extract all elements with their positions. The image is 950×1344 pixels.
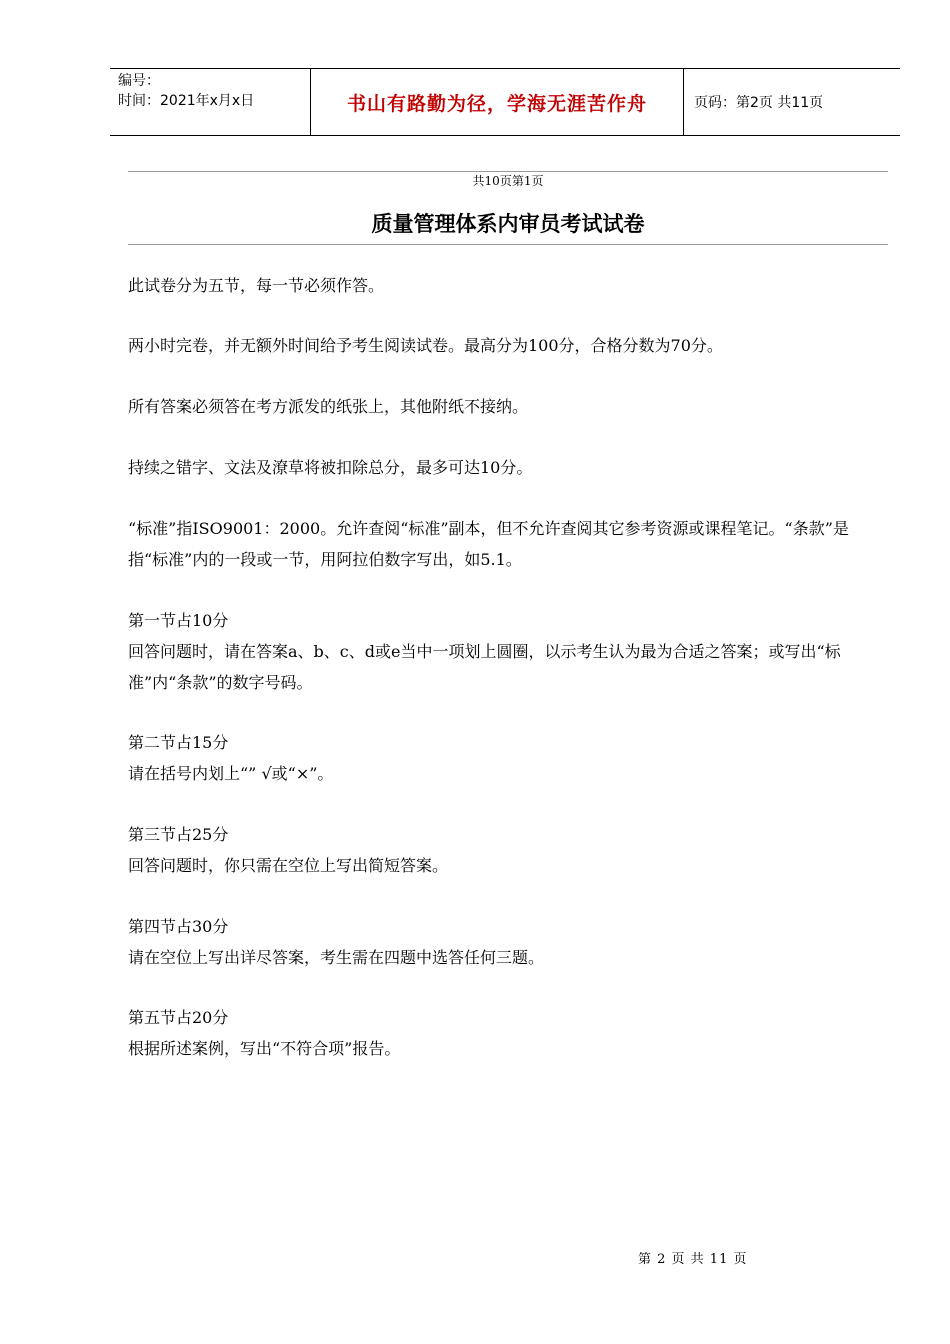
section-2-description: 请在括号内划上“” √或“×”。 <box>128 764 334 783</box>
header-motto: 书山有路勤为径，学海无涯苦作舟 <box>346 92 647 115</box>
section-3-heading: 第三节占25分 <box>128 825 229 844</box>
header-left-cell <box>110 69 311 135</box>
page-footer: 第 2 页 共 11 页 <box>638 1252 748 1267</box>
document-number-label: 编号： <box>118 73 160 89</box>
header-table <box>110 68 900 136</box>
paragraph-instructions-2: 两小时完卷，并无额外时间给予考生阅读试卷。最高分为100分，合格分数为70分。 <box>128 336 723 355</box>
header-page-cell <box>684 69 900 135</box>
header-page-label: 页码：第2页 共11页 <box>694 95 824 111</box>
title-divider <box>128 244 888 245</box>
header-motto-cell <box>311 69 684 135</box>
document-title: 质量管理体系内审员考试试卷 <box>371 212 645 236</box>
section-1-description: 回答问题时，请在答案a、b、c、d或e当中一项划上圆圈，以示考生认为最为合适之答案；或写出“标准”内“条款”的数字号码。 <box>128 642 841 692</box>
section-5-heading: 第五节占20分 <box>128 1008 229 1027</box>
section-1-heading: 第一节占10分 <box>128 611 229 630</box>
paragraph-standard-note: “标准”指ISO9001：2000。允许查阅“标准”副本，但不允许查阅其它参考资源或课程笔记。“条款”是指“标准”内的一段或一节，用阿拉伯数字写出，如5.1。 <box>128 519 849 569</box>
paragraph-instructions-1: 此试卷分为五节，每一节必须作答。 <box>128 276 385 295</box>
section-5-description: 根据所述案例，写出“不符合项”报告。 <box>128 1039 401 1058</box>
section-2-heading: 第二节占15分 <box>128 733 229 752</box>
section-4-heading: 第四节占30分 <box>128 917 229 936</box>
paragraph-instructions-3: 所有答案必须答在考方派发的纸张上，其他附纸不接纳。 <box>128 397 529 416</box>
section-3-description: 回答问题时，你只需在空位上写出简短答案。 <box>128 856 449 875</box>
document-time-label: 时间：2021年x月x日 <box>118 93 255 109</box>
section-4-description: 请在空位上写出详尽答案，考生需在四题中选答任何三题。 <box>128 948 545 967</box>
page-count-top: 共10页第1页 <box>472 174 544 188</box>
paragraph-instructions-4: 持续之错字、文法及潦草将被扣除总分，最多可达10分。 <box>128 458 533 477</box>
